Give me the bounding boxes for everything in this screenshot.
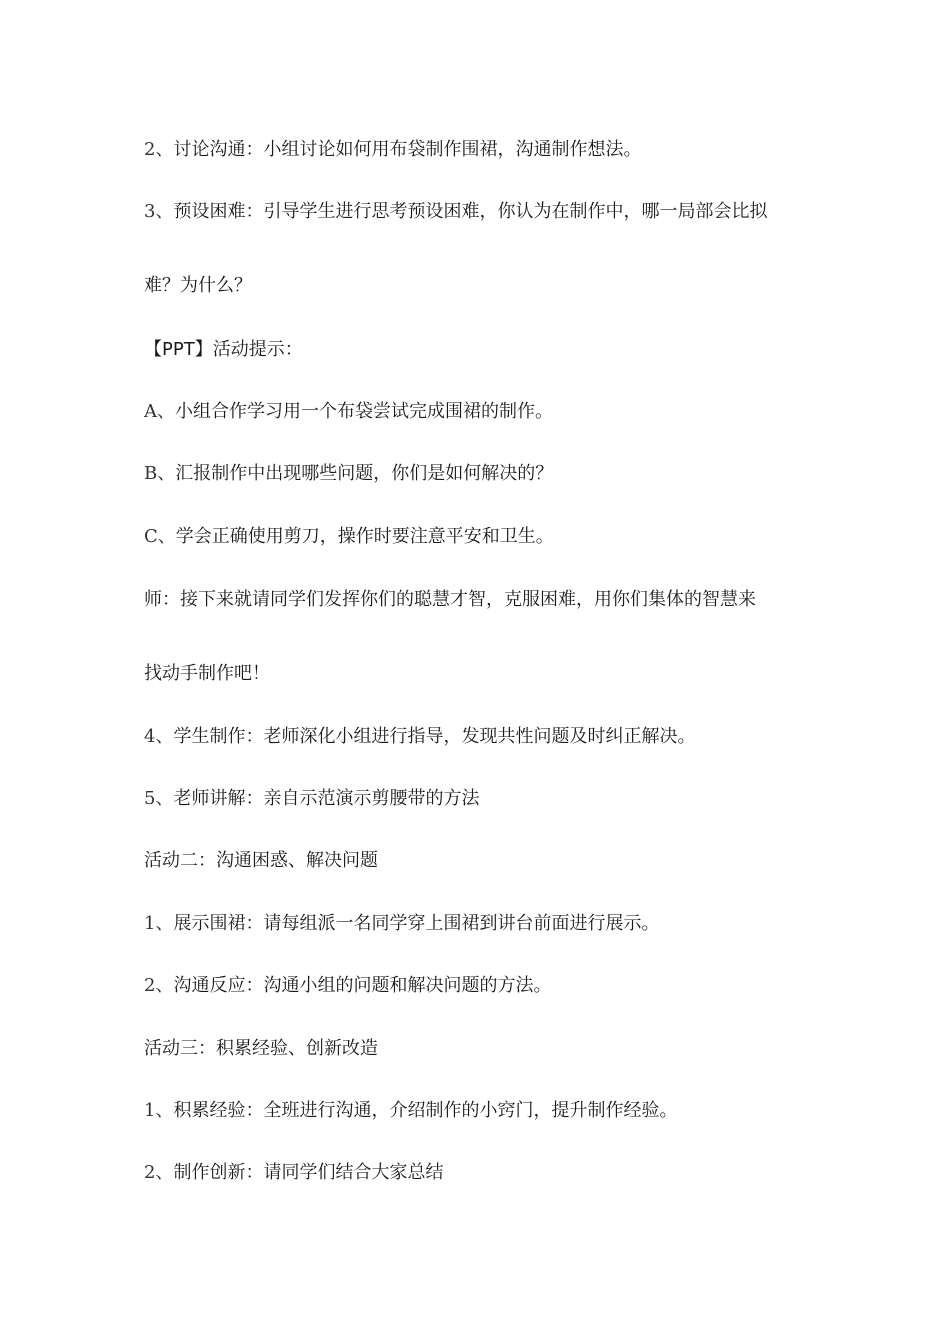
paragraph-difficulty-continued bbox=[144, 273, 252, 299]
item-text: 活动二：沟通困惑、解决问题 bbox=[144, 850, 378, 871]
item-number: 3、 bbox=[144, 201, 174, 222]
activity-two-heading bbox=[144, 848, 378, 874]
paragraph-innovation bbox=[144, 1160, 443, 1186]
hint-item-a bbox=[144, 399, 553, 425]
teacher-speech bbox=[144, 587, 756, 613]
item-text: 展示围裙：请每组派一名同学穿上围裙到讲台前面进行展示。 bbox=[173, 913, 660, 934]
item-text: 预设困难：引导学生进行思考预设困难，你认为在制作中，哪一局部会比拟 bbox=[173, 201, 768, 222]
activity-three-heading bbox=[144, 1036, 378, 1062]
teacher-speech-continued bbox=[144, 661, 270, 687]
item-number: 1、 bbox=[144, 913, 174, 934]
item-text: 【PPT】活动提示： bbox=[144, 339, 303, 360]
paragraph-discussion bbox=[144, 137, 641, 163]
paragraph-difficulty bbox=[144, 199, 767, 225]
paragraph-teacher-explains bbox=[144, 786, 479, 812]
hint-item-b bbox=[144, 461, 553, 487]
item-number: 2、 bbox=[144, 975, 174, 996]
item-letter: C、 bbox=[144, 526, 176, 547]
item-text: 小组合作学习用一个布袋尝试完成围裙的制作。 bbox=[175, 401, 553, 422]
item-number: 4、 bbox=[144, 726, 174, 747]
item-letter: A、 bbox=[144, 401, 175, 422]
item-text: 难？为什么？ bbox=[144, 275, 252, 296]
item-text: 沟通反应：沟通小组的问题和解决问题的方法。 bbox=[173, 975, 552, 996]
ppt-activity-hint-heading bbox=[144, 337, 303, 363]
item-text: 积累经验：全班进行沟通，介绍制作的小窍门，提升制作经验。 bbox=[173, 1100, 678, 1121]
item-number: 5、 bbox=[144, 788, 174, 809]
item-text: 讨论沟通：小组讨论如何用布袋制作围裙，沟通制作想法。 bbox=[173, 139, 642, 160]
item-text: 制作创新：请同学们结合大家总结 bbox=[173, 1162, 444, 1183]
item-text: 师：接下来就请同学们发挥你们的聪慧才智，克服困难，用你们集体的智慧来 bbox=[144, 589, 756, 610]
item-letter: B、 bbox=[144, 463, 176, 484]
hint-item-c bbox=[144, 524, 554, 550]
item-text: 活动三：积累经验、创新改造 bbox=[144, 1038, 378, 1059]
paragraph-feedback bbox=[144, 973, 551, 999]
item-number: 1、 bbox=[144, 1100, 174, 1121]
item-text: 学会正确使用剪刀，操作时要注意平安和卫生。 bbox=[175, 526, 554, 547]
item-text: 学生制作：老师深化小组进行指导，发现共性问题及时纠正解决。 bbox=[173, 726, 696, 747]
paragraph-show-apron bbox=[144, 911, 659, 937]
paragraph-experience bbox=[144, 1098, 677, 1124]
item-number: 2、 bbox=[144, 1162, 174, 1183]
item-text: 找动手制作吧！ bbox=[144, 663, 270, 684]
item-text: 汇报制作中出现哪些问题，你们是如何解决的？ bbox=[175, 463, 554, 484]
item-text: 老师讲解：亲自示范演示剪腰带的方法 bbox=[173, 788, 480, 809]
item-number: 2、 bbox=[144, 139, 174, 160]
paragraph-student-making bbox=[144, 724, 695, 750]
